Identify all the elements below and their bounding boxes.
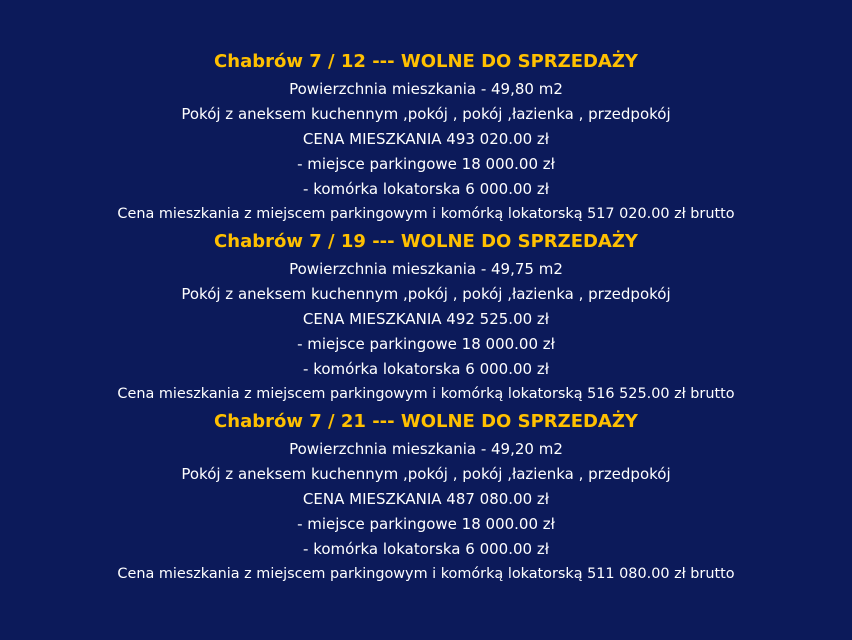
listing-total-price: Cena mieszkania z miejscem parkingowym i komórką lokatorską 517 020.00 zł brutto — [117, 206, 735, 222]
listing-rooms: Pokój z aneksem kuchennym ,pokój , pokój ,łazienka , przedpokój — [181, 465, 671, 483]
listing-title: Chabrów 7 / 12 --- WOLNE DO SPRZEDAŻY — [214, 51, 638, 72]
listing-parking-price: - miejsce parkingowe 18 000.00 zł — [297, 515, 555, 533]
listing-storage-price: - komórka lokatorska 6 000.00 zł — [303, 540, 549, 558]
listing-title: Chabrów 7 / 21 --- WOLNE DO SPRZEDAŻY — [214, 411, 638, 432]
apartment-listing — [0, 227, 852, 407]
listing-storage-price: - komórka lokatorska 6 000.00 zł — [303, 180, 549, 198]
listing-area: Powierzchnia mieszkania - 49,80 m2 — [289, 80, 563, 98]
listing-total-price: Cena mieszkania z miejscem parkingowym i komórką lokatorską 516 525.00 zł brutto — [117, 386, 735, 402]
slide-content — [0, 47, 852, 587]
listing-storage-price: - komórka lokatorska 6 000.00 zł — [303, 360, 549, 378]
listing-parking-price: - miejsce parkingowe 18 000.00 zł — [297, 335, 555, 353]
listing-total-price: Cena mieszkania z miejscem parkingowym i komórką lokatorską 511 080.00 zł brutto — [117, 566, 735, 582]
listing-area: Powierzchnia mieszkania - 49,20 m2 — [289, 440, 563, 458]
listing-area: Powierzchnia mieszkania - 49,75 m2 — [289, 260, 563, 278]
listing-title: Chabrów 7 / 19 --- WOLNE DO SPRZEDAŻY — [214, 231, 638, 252]
listing-parking-price: - miejsce parkingowe 18 000.00 zł — [297, 155, 555, 173]
apartment-listing — [0, 47, 852, 227]
listing-rooms: Pokój z aneksem kuchennym ,pokój , pokój ,łazienka , przedpokój — [181, 285, 671, 303]
apartment-listing — [0, 407, 852, 587]
listing-price: CENA MIESZKANIA 487 080.00 zł — [302, 490, 550, 508]
listing-price: CENA MIESZKANIA 493 020.00 zł — [302, 130, 550, 148]
listing-rooms: Pokój z aneksem kuchennym ,pokój , pokój ,łazienka , przedpokój — [181, 105, 671, 123]
listing-price: CENA MIESZKANIA 492 525.00 zł — [302, 310, 550, 328]
